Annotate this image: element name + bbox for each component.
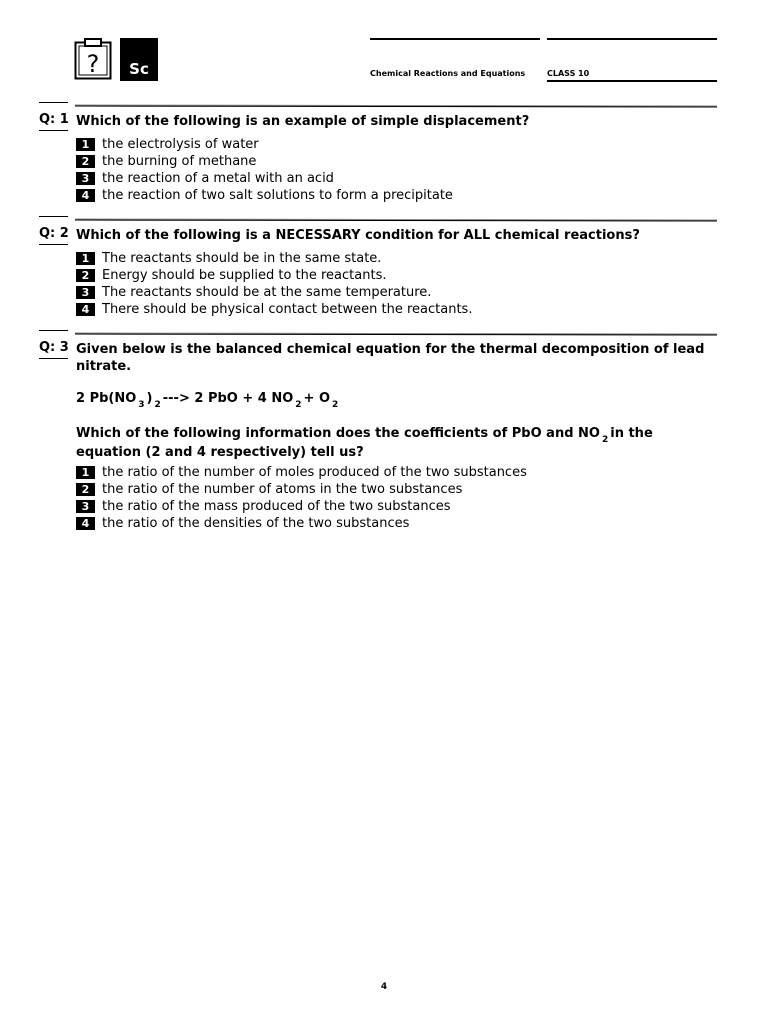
question-separator-short [39,102,68,103]
equation-part: ---> 2 PbO + 4 NO [162,391,294,406]
option-number-badge: 4 [76,189,95,202]
svg-text:?: ? [86,50,100,78]
option-text: There should be physical contact between the reactants. [102,302,473,317]
equation-subscript: 2 [154,400,161,410]
answer-option[interactable] [76,187,453,204]
class-label: CLASS 10 [547,69,590,78]
option-number-badge: 4 [76,517,95,530]
option-number-badge: 2 [76,155,95,168]
option-number-badge: 3 [76,500,95,513]
option-text: the ratio of the mass produced of the two substances [102,499,451,514]
option-text: the ratio of the number of atoms in the two substances [102,482,463,497]
header-rule-bottom-right [547,80,717,82]
header-rule-top-right [547,38,717,40]
header-rule-top-left [370,38,540,40]
equation-part: 2 Pb(NO [76,391,137,406]
option-number-badge: 1 [76,466,95,479]
answer-option[interactable] [76,464,527,481]
followup-subscript: 2 [601,435,609,445]
question-separator-long [75,104,717,107]
option-text: the electrolysis of water [102,137,259,152]
answer-option[interactable] [76,170,334,187]
option-number-badge: 3 [76,172,95,185]
equation-part: ) [146,391,153,406]
answer-option[interactable] [76,267,386,284]
question-separator-short [39,330,68,331]
option-text: the ratio of the densities of the two substances [102,516,410,531]
question-number-underline [39,130,68,131]
answer-option[interactable] [76,250,381,267]
option-number-badge: 2 [76,269,95,282]
answer-option[interactable] [76,301,472,318]
option-text: the reaction of two salt solutions to form a precipitate [102,188,453,203]
option-text: The reactants should be in the same state. [102,251,382,266]
answer-option[interactable] [76,515,409,532]
equation-subscript: 3 [138,400,145,410]
chapter-title: Chemical Reactions and Equations [370,69,526,78]
question-separator-long [75,332,717,335]
subject-badge [120,38,158,81]
question-separator-long [75,218,717,221]
question-separator-short [39,216,68,217]
option-number-badge: 1 [76,252,95,265]
answer-option[interactable] [76,136,259,153]
question-number-underline [39,244,68,245]
subject-badge-label: Sc [129,60,149,78]
question-number-underline [39,358,68,359]
answer-option[interactable] [76,153,256,170]
question-text: Given below is the balanced chemical equation for the thermal decomposition of lead nitrate. [76,342,705,374]
question-number: Q: 3 [39,340,69,355]
answer-option[interactable] [76,284,431,301]
chemical-equation [76,391,340,410]
equation-part: + O [303,391,331,406]
question-text: Which of the following is an example of simple displacement? [76,114,530,129]
question-number: Q: 1 [39,112,69,127]
option-text: The reactants should be at the same temperature. [102,285,432,300]
clipboard-question-icon [74,38,112,80]
option-number-badge: 4 [76,303,95,316]
followup-part: in the equation (2 and 4 respectively) tell us? [76,426,653,460]
followup-part: Which of the following information does the coefficients of PbO and NO [76,426,600,441]
option-text: the burning of methane [102,154,257,169]
option-text: Energy should be supplied to the reactants. [102,268,387,283]
question-number: Q: 2 [39,226,69,241]
question-followup-text [76,425,676,461]
question-text: Which of the following is a NECESSARY condition for ALL chemical reactions? [76,228,640,243]
answer-option[interactable] [76,481,462,498]
equation-subscript: 2 [295,400,302,410]
option-text: the reaction of a metal with an acid [102,171,334,186]
option-number-badge: 1 [76,138,95,151]
option-number-badge: 2 [76,483,95,496]
option-text: the ratio of the number of moles produced of the two substances [102,465,527,480]
option-number-badge: 3 [76,286,95,299]
page-number: 4 [380,982,388,992]
equation-subscript: 2 [332,400,339,410]
answer-option[interactable] [76,498,451,515]
